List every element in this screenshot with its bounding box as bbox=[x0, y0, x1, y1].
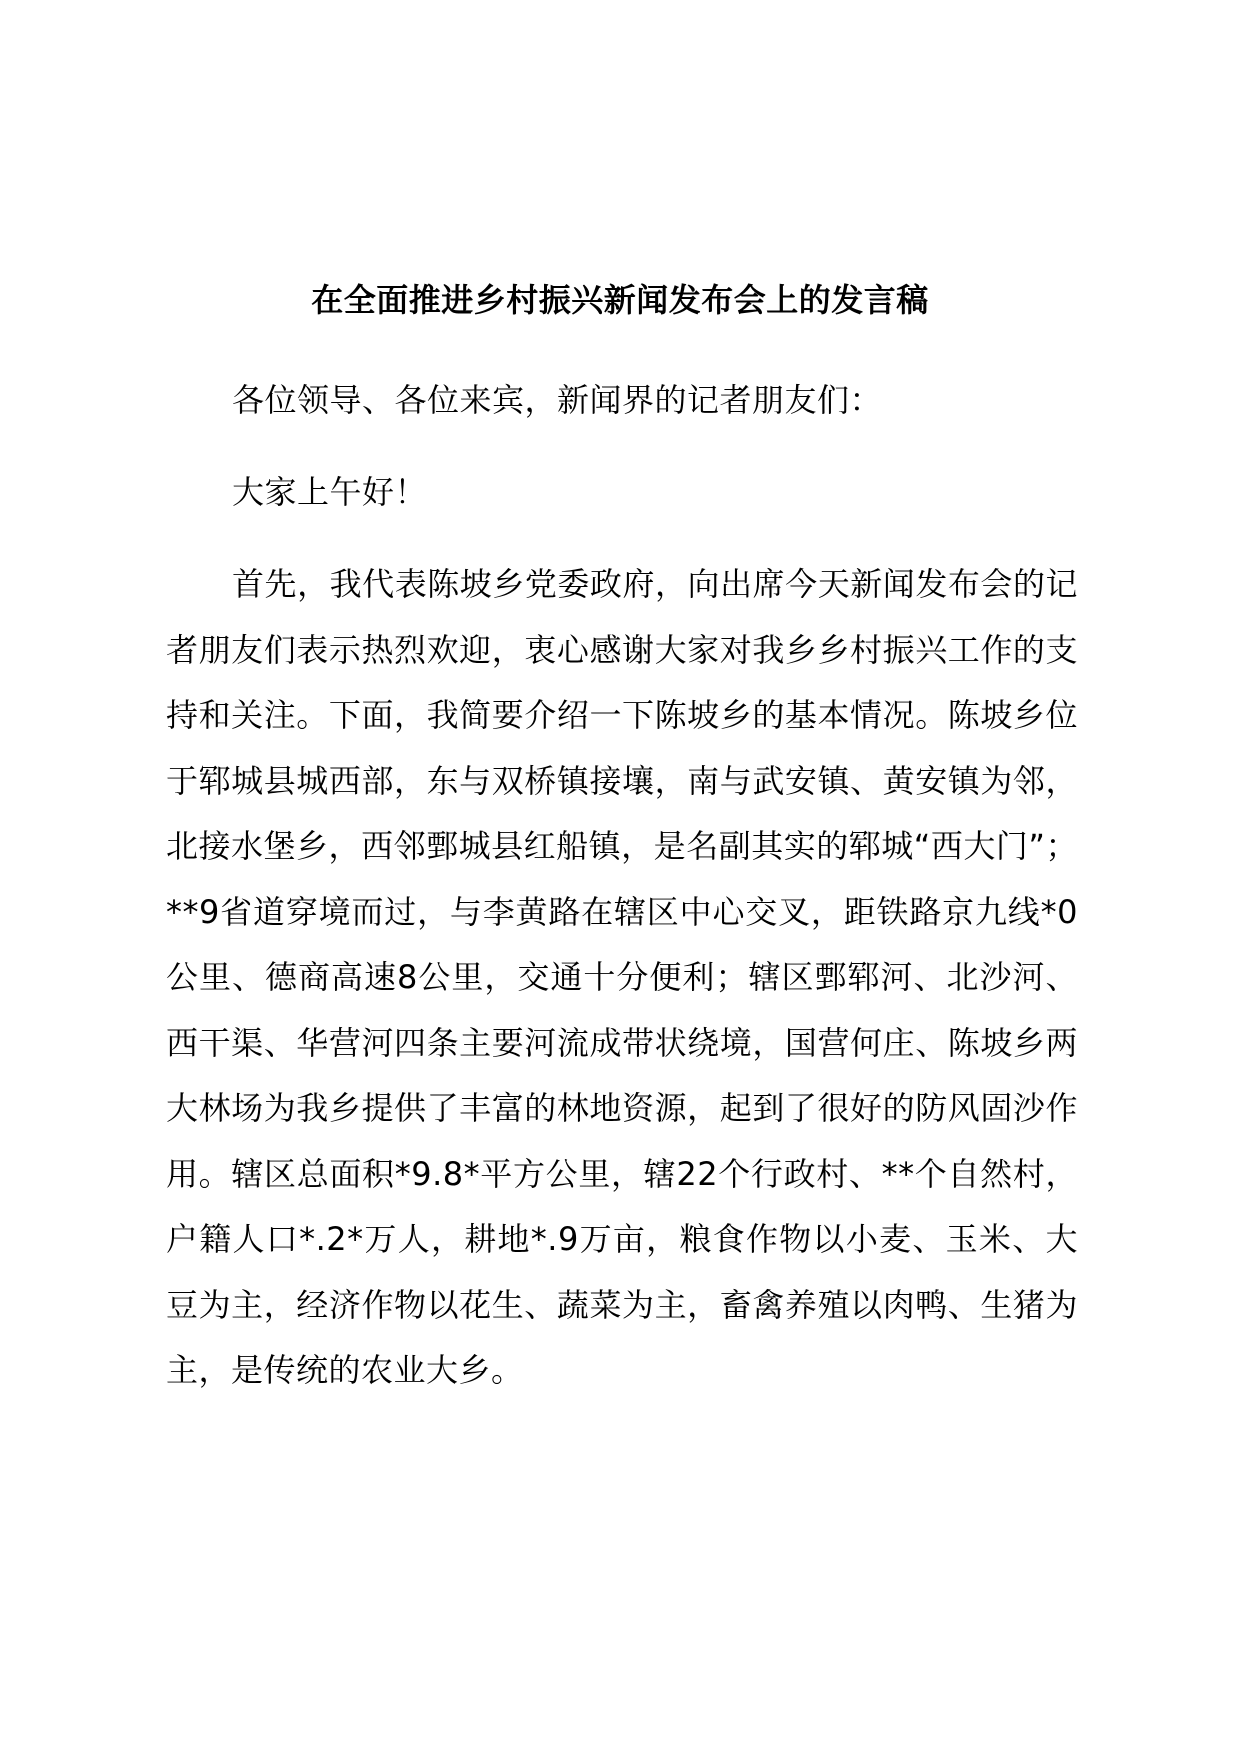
body-paragraph: 首先，我代表陈坡乡党委政府，向出席今天新闻发布会的记者朋友们表示热烈欢迎，衷心感谢大家对我乡乡村振兴工作的支持和关注。下面，我简要介绍一下陈坡乡的基本情况。陈坡乡位于郓城县城西部，东与双桥镇接壤，南与武安镇、黄安镇为邻，北接水堡乡，西邻鄄城县红船镇，是名副其实的郓城“西大门”；**9省道穿境而过，与李黄路在辖区中心交叉，距铁路京九线*0公里、德商高速8公里，交通十分便利；辖区鄄郓河、北沙河、西干渠、华营河四条主要河流成带状绕境，国营何庄、陈坡乡两大林场为我乡提供了丰富的林地资源，起到了很好的防风固沙作用。辖区总面积*9.8*平方公里，辖22个行政村、**个自然村，户籍人口*.2*万人，耕地*.9万亩，粮食作物以小麦、玉米、大豆为主，经济作物以花生、蔬菜为主，畜禽养殖以肉鸭、生猪为主，是传统的农业大乡。 bbox=[166, 565, 1078, 1389]
greeting-line: 大家上午好！ bbox=[232, 473, 428, 511]
salutation-line: 各位领导、各位来宾，新闻界的记者朋友们： bbox=[232, 381, 883, 419]
document-title: 在全面推进乡村振兴新闻发布会上的发言稿 bbox=[311, 281, 929, 319]
